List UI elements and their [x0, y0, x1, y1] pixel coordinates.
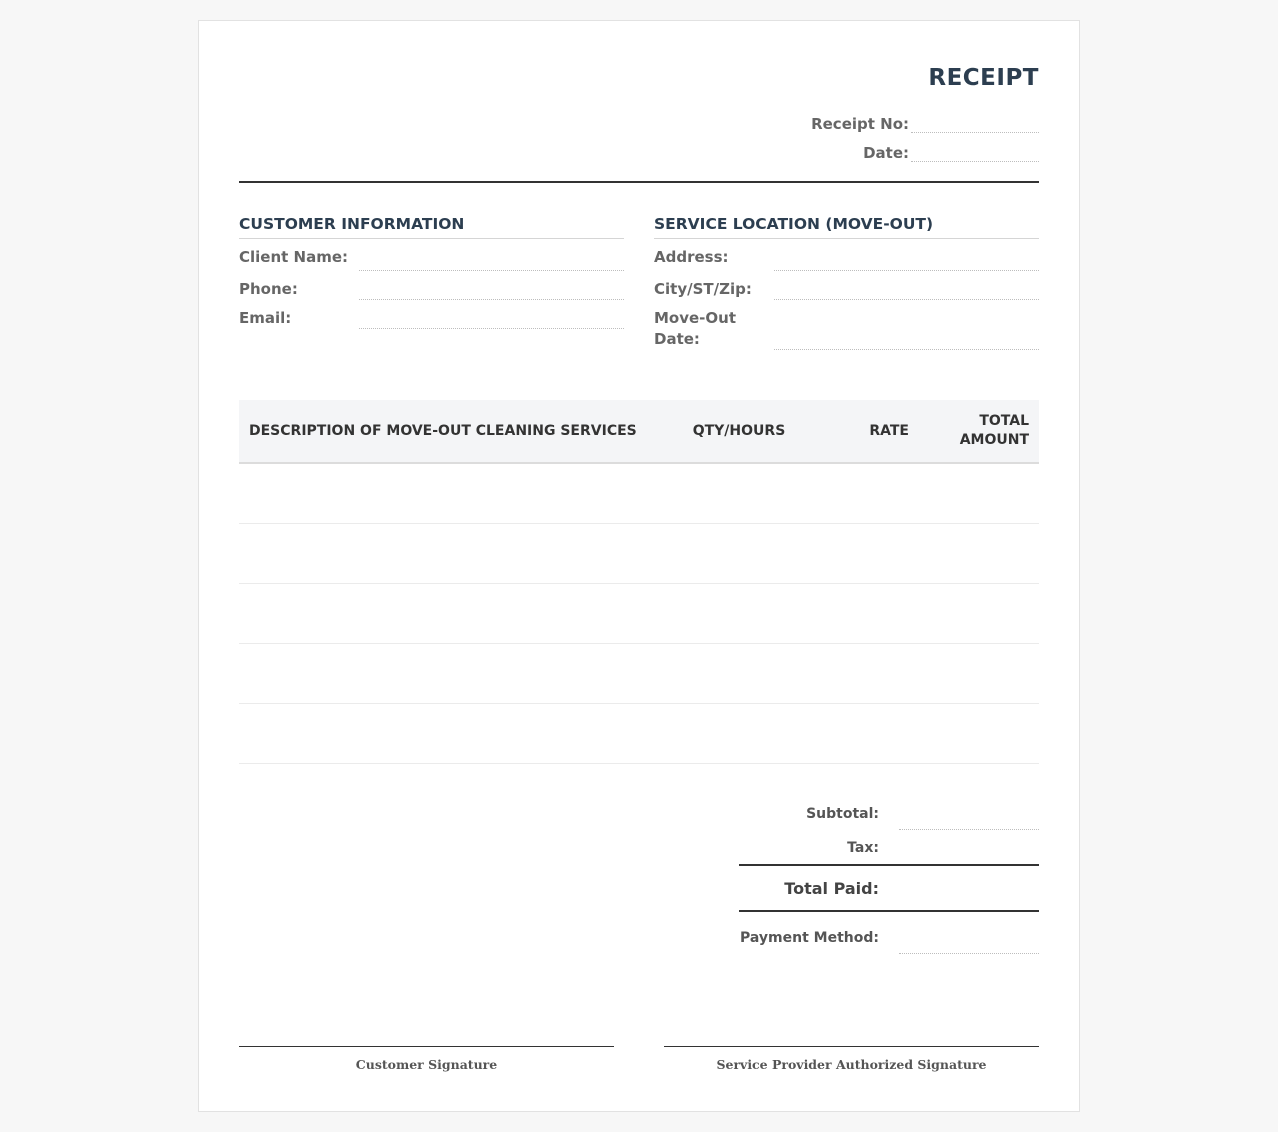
receipt-no-row [811, 109, 1039, 133]
total-paid-row [739, 864, 1039, 912]
column-description: DESCRIPTION OF MOVE-OUT CLEANING SERVICES [249, 422, 637, 439]
receipt-no-field[interactable] [911, 115, 1039, 133]
totals-section [739, 800, 1039, 954]
table-row[interactable] [239, 644, 1039, 704]
date-label: Date: [863, 144, 909, 162]
service-location-heading: SERVICE LOCATION (MOVE-OUT) [654, 215, 1039, 239]
table-row[interactable] [239, 704, 1039, 764]
move-out-date-row [654, 300, 1039, 350]
city-label: City/ST/Zip: [654, 280, 752, 298]
move-out-date-label: Move-Out Date: [654, 309, 737, 348]
total-paid-label: Total Paid: [784, 878, 879, 898]
payment-method-row [739, 912, 1039, 954]
address-field[interactable] [774, 239, 1039, 271]
subtotal-field[interactable] [899, 800, 1039, 830]
phone-label: Phone: [239, 280, 298, 298]
table-row[interactable] [239, 524, 1039, 584]
column-rate: RATE [869, 422, 909, 439]
customer-signature-line[interactable] [239, 1046, 614, 1047]
payment-method-label: Payment Method: [740, 930, 879, 946]
city-row [654, 271, 1039, 300]
services-table [239, 400, 1039, 764]
client-name-field[interactable] [359, 239, 624, 271]
receipt-title: RECEIPT [928, 65, 1039, 91]
payment-method-field[interactable] [899, 912, 1039, 954]
customer-info-heading: CUSTOMER INFORMATION [239, 215, 624, 239]
address-row [654, 239, 1039, 271]
date-field[interactable] [911, 144, 1039, 162]
customer-info-section [239, 215, 624, 329]
total-paid-field[interactable] [899, 873, 1039, 903]
provider-signature [664, 1046, 1039, 1072]
customer-signature [239, 1046, 614, 1072]
address-label: Address: [654, 248, 729, 266]
phone-field[interactable] [359, 271, 624, 300]
column-total: TOTAL AMOUNT [959, 413, 1029, 448]
service-location-section [654, 215, 1039, 350]
client-name-row [239, 239, 624, 271]
tax-label: Tax: [847, 840, 879, 856]
email-row [239, 300, 624, 329]
phone-row [239, 271, 624, 300]
email-field[interactable] [359, 300, 624, 329]
table-row[interactable] [239, 464, 1039, 524]
client-name-label: Client Name: [239, 248, 349, 266]
tax-row [739, 838, 1039, 856]
city-field[interactable] [774, 271, 1039, 300]
subtotal-row [739, 800, 1039, 830]
provider-signature-label: Service Provider Authorized Signature [716, 1057, 987, 1072]
column-qty: QTY/HOURS [692, 422, 786, 439]
table-row[interactable] [239, 584, 1039, 644]
receipt-page [198, 20, 1080, 1112]
provider-signature-line[interactable] [664, 1046, 1039, 1047]
date-row [863, 138, 1039, 162]
email-label: Email: [239, 309, 292, 327]
subtotal-label: Subtotal: [806, 806, 879, 822]
header-divider [239, 181, 1039, 183]
table-header [239, 400, 1039, 464]
receipt-no-label: Receipt No: [811, 115, 909, 133]
customer-signature-label: Customer Signature [355, 1057, 498, 1072]
tax-field[interactable] [899, 838, 1039, 856]
move-out-date-field[interactable] [774, 300, 1039, 350]
